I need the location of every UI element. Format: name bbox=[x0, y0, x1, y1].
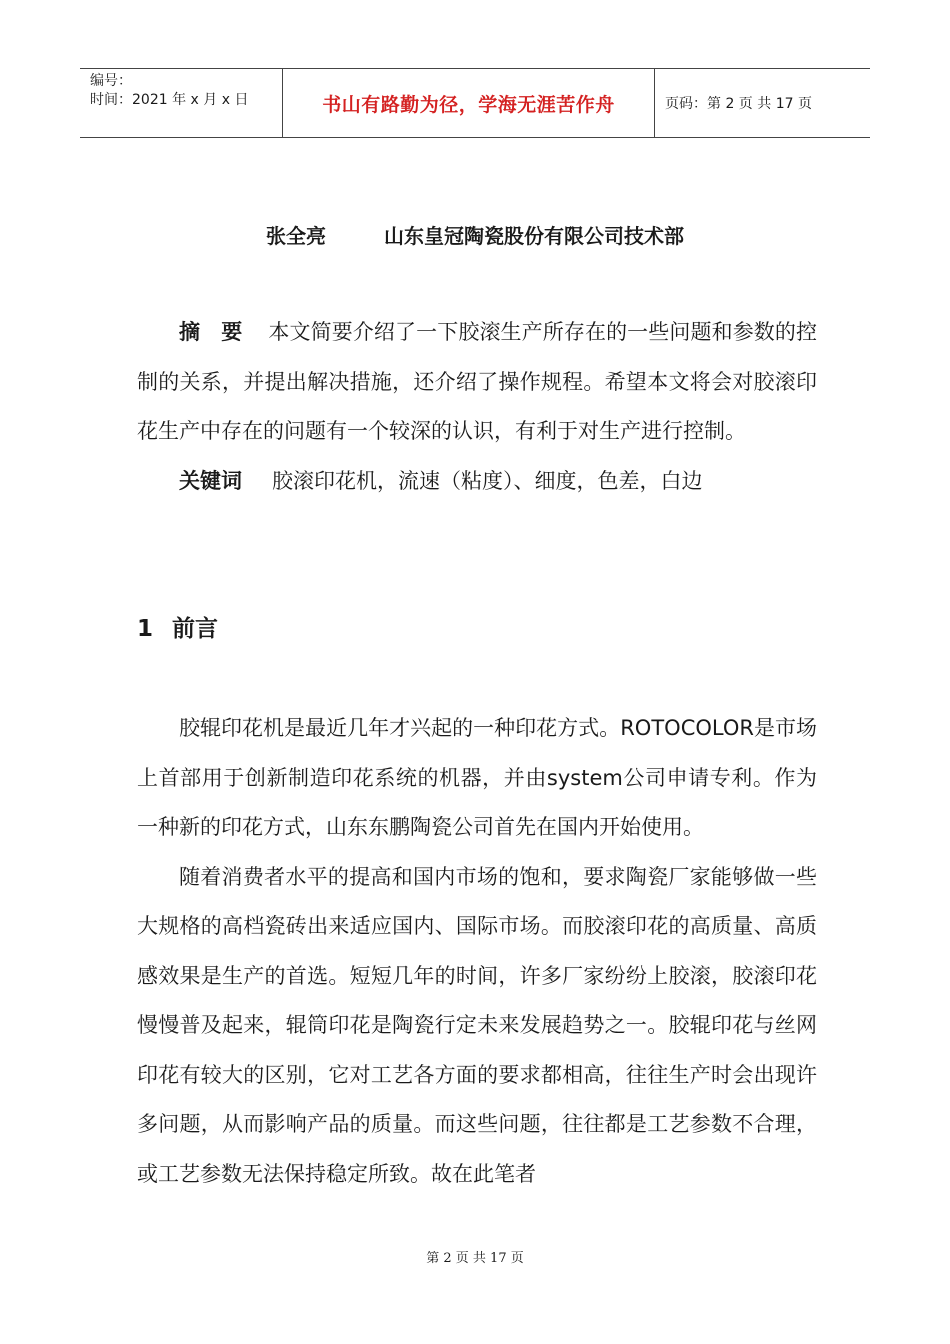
header-page-info bbox=[655, 69, 870, 137]
keywords-label: 关键词 bbox=[179, 468, 242, 493]
document-date: 时间：2021 年 x 月 x 日 bbox=[90, 92, 249, 108]
keywords-paragraph bbox=[137, 457, 817, 507]
section-heading bbox=[137, 610, 218, 643]
abstract-text: 本文简要介绍了一下胶滚生产所存在的一些问题和参数的控制的关系，并提出解决措施，还介绍了操作规程。希望本文将会对胶滚印花生产中存在的问题有一个较深的认识，有利于对生产进行控制。 bbox=[137, 320, 817, 443]
abstract-label: 摘 要 bbox=[179, 320, 243, 344]
paragraph1-part2: 是市场上首部用于创新制造印花系统的机器，并由 bbox=[137, 716, 817, 790]
author-name: 张全亮 bbox=[266, 224, 326, 248]
paragraph1-part1: 胶辊印花机是最近几年才兴起的一种印花方式。 bbox=[179, 716, 621, 740]
header-motto-cell bbox=[282, 69, 655, 137]
header-page-number: 页码：第 2 页 共 17 页 bbox=[665, 96, 812, 112]
body-content bbox=[137, 704, 817, 1199]
author-line bbox=[0, 220, 950, 249]
page-header bbox=[80, 68, 870, 138]
body-paragraph-1 bbox=[137, 704, 817, 853]
header-meta bbox=[80, 69, 282, 137]
section-title: 前言 bbox=[172, 616, 218, 642]
body-paragraph-2 bbox=[137, 853, 817, 1200]
footer-page-number: 第 2 页 共 17 页 bbox=[426, 1251, 524, 1266]
paragraph1-part3: 公司申请专利。作为一种新的印花方式，山东东鹏陶瓷公司首先在国内开始使用。 bbox=[137, 765, 818, 839]
section-number: 1 bbox=[137, 616, 154, 642]
abstract-paragraph bbox=[137, 308, 817, 457]
brand-name: ROTOCOLOR bbox=[620, 716, 754, 740]
keywords-text: 胶滚印花机，流速（粘度）、细度，色差，白边 bbox=[272, 468, 703, 493]
document-number-label: 编号： bbox=[90, 73, 132, 89]
header-motto: 书山有路勤为径，学海无涯苦作舟 bbox=[322, 93, 615, 116]
paragraph2-text: 随着消费者水平的提高和国内市场的饱和，要求陶瓷厂家能够做一些大规格的高档瓷砖出来适应国内、国际市场。而胶滚印花的高质量、高质感效果是生产的首选。短短几年的时间，许多厂家纷纷上胶滚，胶滚印花慢慢普及起来，辊筒印花是陶瓷行定未来发展趋势之一。胶辊印花与丝网印花有较大的区别，它对工艺各方面的要求都相高，往往生产时会出现许多问题，从而影响产品的质量。而这些问题，往往都是工艺参数不合理，或工艺参数无法保持稳定所致。故在此笔者 bbox=[137, 864, 817, 1186]
page-footer bbox=[0, 1247, 950, 1266]
system-word: system bbox=[546, 765, 623, 790]
author-affiliation: 山东皇冠陶瓷股份有限公司技术部 bbox=[384, 224, 684, 248]
abstract-block bbox=[137, 308, 817, 506]
